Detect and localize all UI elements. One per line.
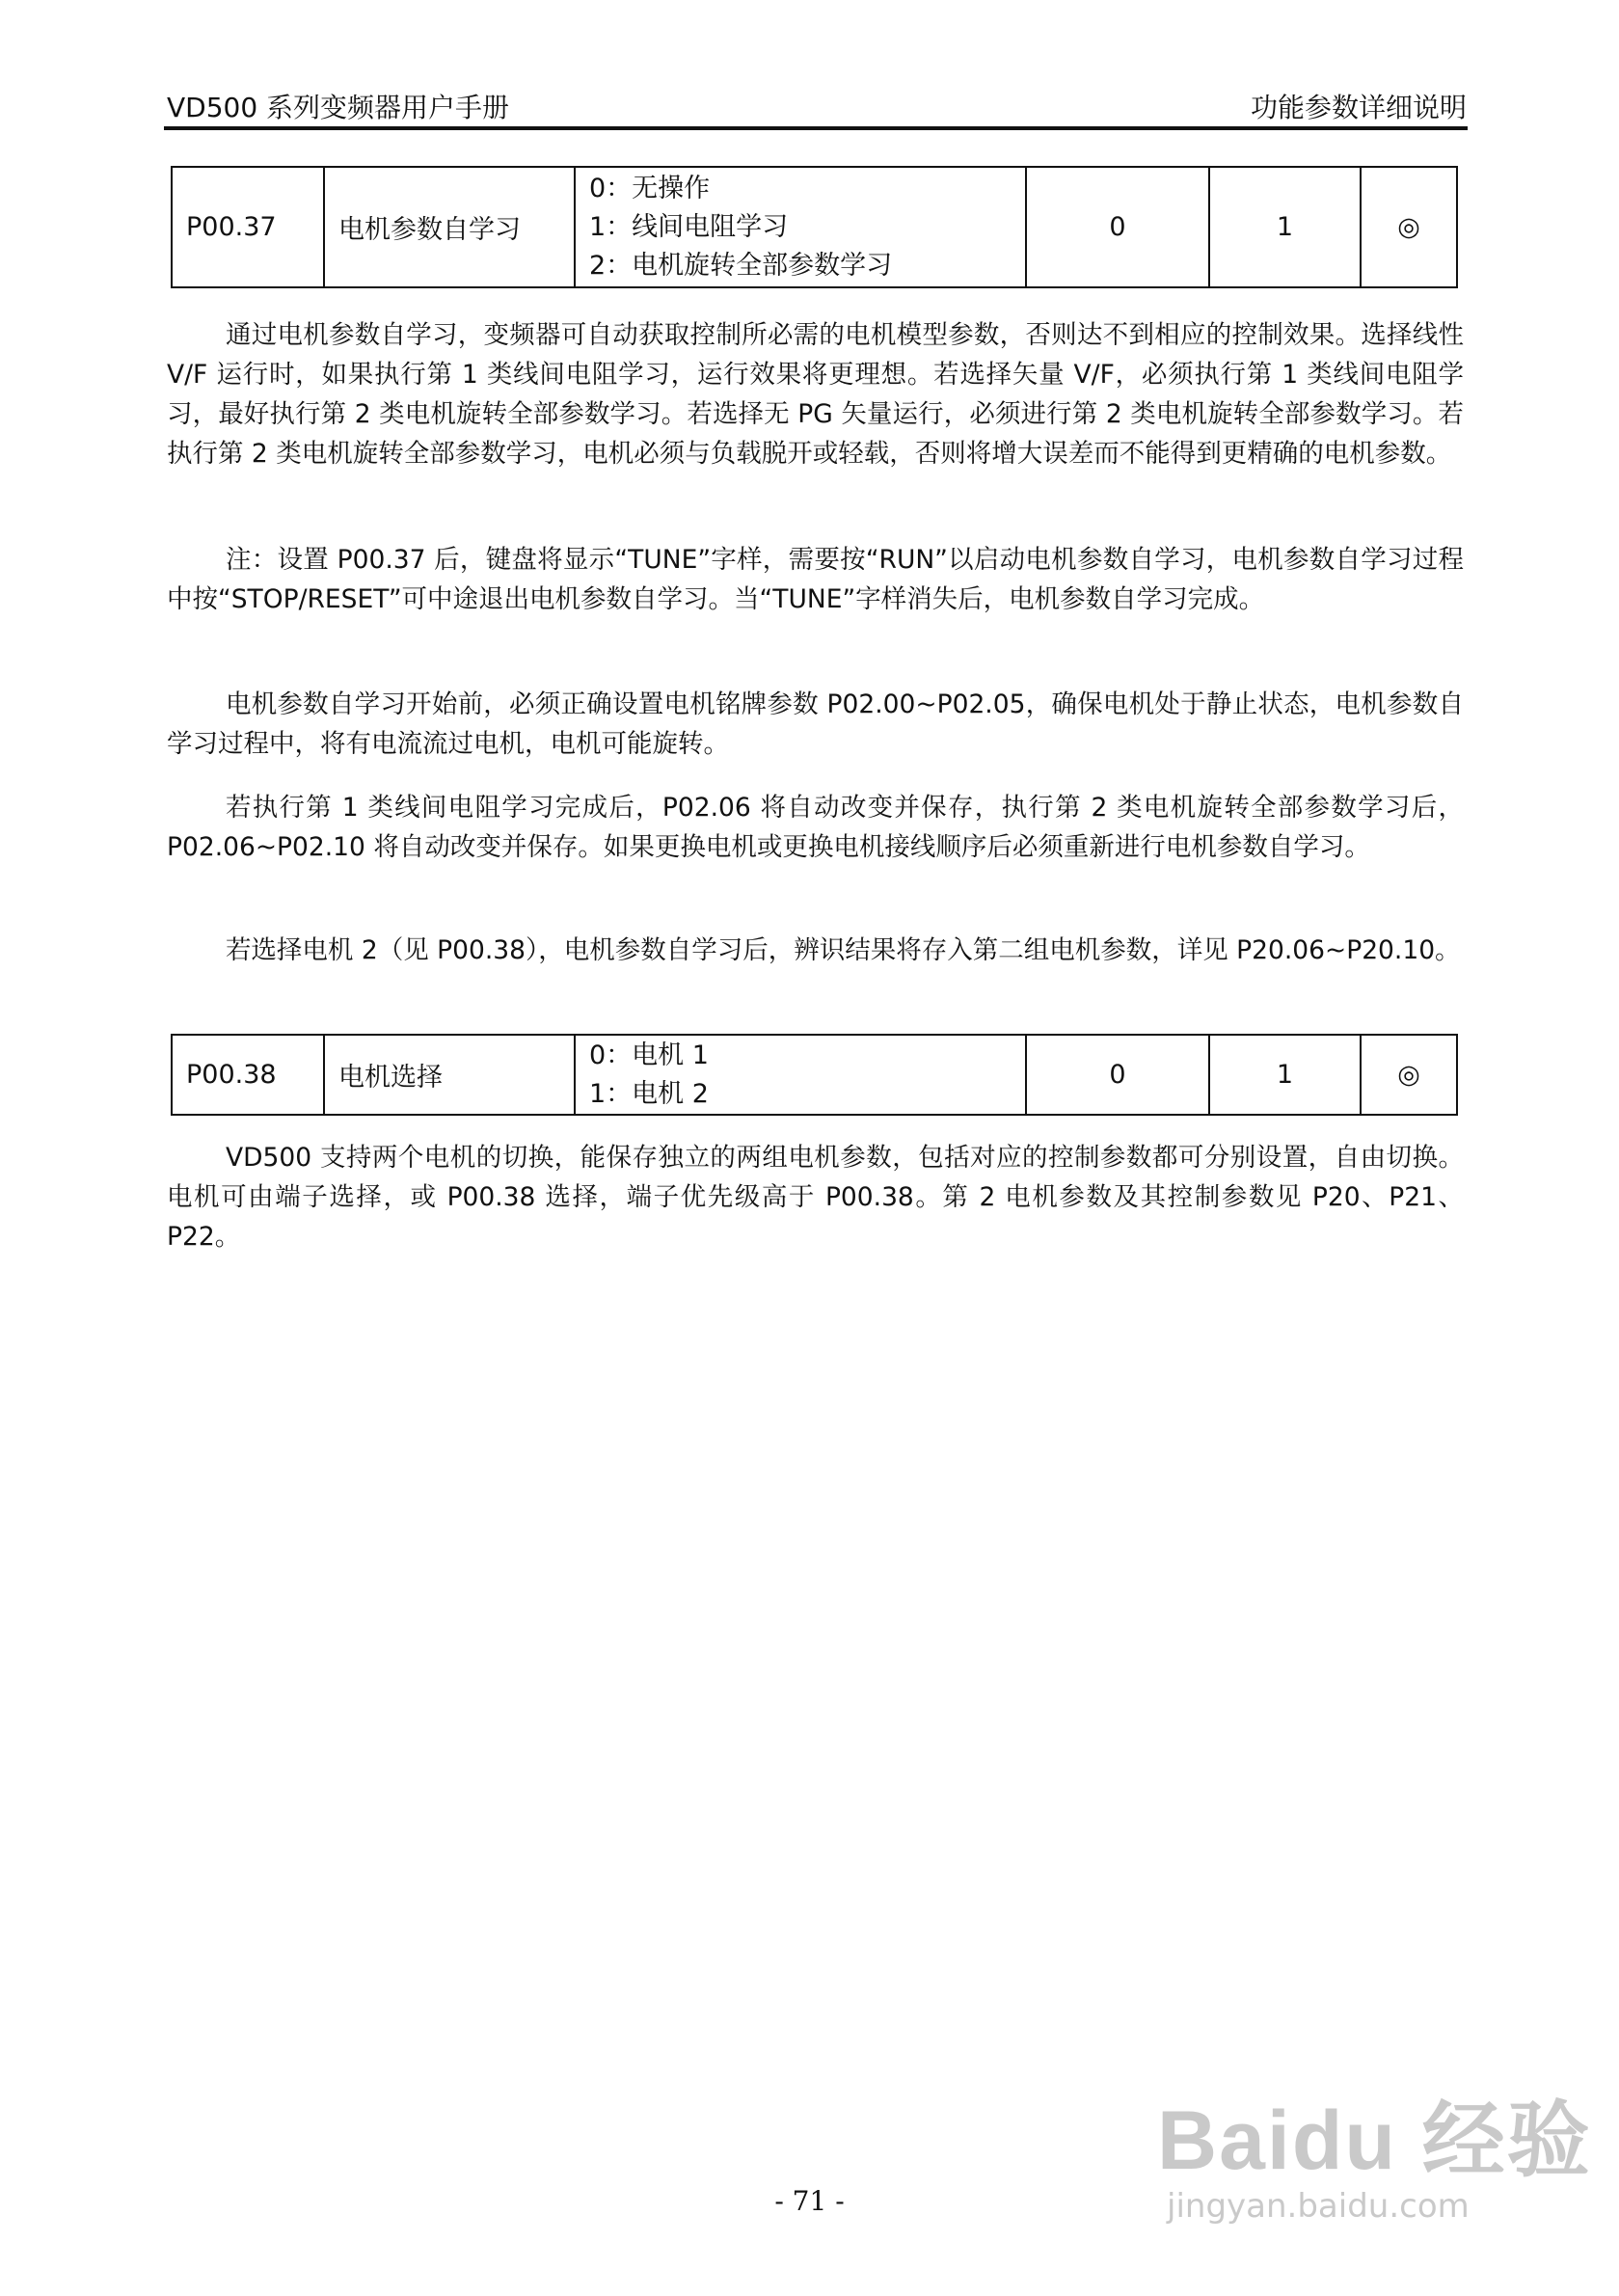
param-table-p0038	[171, 1034, 1458, 1116]
paragraph: 通过电机参数自学习，变频器可自动获取控制所必需的电机模型参数，否则达不到相应的控制效果。选择线性 V/F 运行时，如果执行第 1 类线间电阻学习，运行效果将更理想。若选择矢量 V/F，必须执行第 1 类线间电阻学习，最好执行第 2 类电机旋转全部参数学习。若选择无 PG 矢量运行，必须进行第 2 类电机旋转全部参数学习。若执行第 2 类电机旋转全部参数学习，电机必须与负载脱开或轻载，否则将增大误差而不能得到更精确的电机参数。	[167, 320, 1464, 469]
watermark-logo: Baidu 经验	[1157, 2094, 1592, 2187]
param-attr: ◎	[1361, 1035, 1457, 1115]
paragraph: 电机参数自学习开始前，必须正确设置电机铭牌参数 P02.00~P02.05，确保电机处于静止状态，电机参数自学习过程中，将有电流流过电机，电机可能旋转。	[167, 689, 1464, 759]
param-table-p0037	[171, 166, 1458, 288]
param-code: P00.38	[172, 1035, 324, 1115]
param-options	[575, 1035, 1026, 1115]
param-code: P00.37	[172, 167, 324, 287]
param-attr: ◎	[1361, 167, 1457, 287]
baidu-watermark	[1157, 2073, 1592, 2226]
paragraph: 注：设置 P00.37 后，键盘将显示“TUNE”字样，需要按“RUN”以启动电机参数自学习，电机参数自学习过程中按“STOP/RESET”可中途退出电机参数自学习。当“TUNE”字样消失后，电机参数自学习完成。	[167, 545, 1464, 614]
page-number: - 71 -	[774, 2185, 845, 2217]
param-default: 0	[1026, 1035, 1209, 1115]
param-options	[575, 167, 1026, 287]
paragraph: 若选择电机 2（见 P00.38），电机参数自学习后，辨识结果将存入第二组电机参数，详见 P20.06~P20.10。	[225, 935, 1461, 965]
param-name: 电机参数自学习	[324, 167, 575, 287]
param-unit: 1	[1209, 1035, 1361, 1115]
option: 0：无操作	[589, 173, 711, 203]
param-default: 0	[1026, 167, 1209, 287]
header-title: VD500 系列变频器用户手册	[167, 92, 510, 123]
option: 2：电机旋转全部参数学习	[589, 250, 893, 281]
option: 1：线间电阻学习	[589, 211, 789, 242]
watermark-url: jingyan.baidu.com	[1167, 2187, 1470, 2226]
header-section: 功能参数详细说明	[1250, 92, 1467, 123]
option: 1：电机 2	[589, 1078, 709, 1109]
table-row	[172, 1035, 1457, 1115]
paragraph: 若执行第 1 类线间电阻学习完成后，P02.06 将自动改变并保存，执行第 2 类电机旋转全部参数学习后，P02.06~P02.10 将自动改变并保存。如果更换电机或更换电机接线顺序后必须重新进行电机参数自学习。	[167, 793, 1464, 862]
header-rule	[164, 126, 1468, 130]
param-name: 电机选择	[324, 1035, 575, 1115]
paragraph: VD500 支持两个电机的切换，能保存独立的两组电机参数，包括对应的控制参数都可分别设置，自由切换。电机可由端子选择，或 P00.38 选择，端子优先级高于 P00.38。第 2 电机参数及其控制参数见 P20、P21、P22。	[167, 1143, 1464, 1252]
table-row	[172, 167, 1457, 287]
option: 0：电机 1	[589, 1040, 709, 1070]
param-unit: 1	[1209, 167, 1361, 287]
